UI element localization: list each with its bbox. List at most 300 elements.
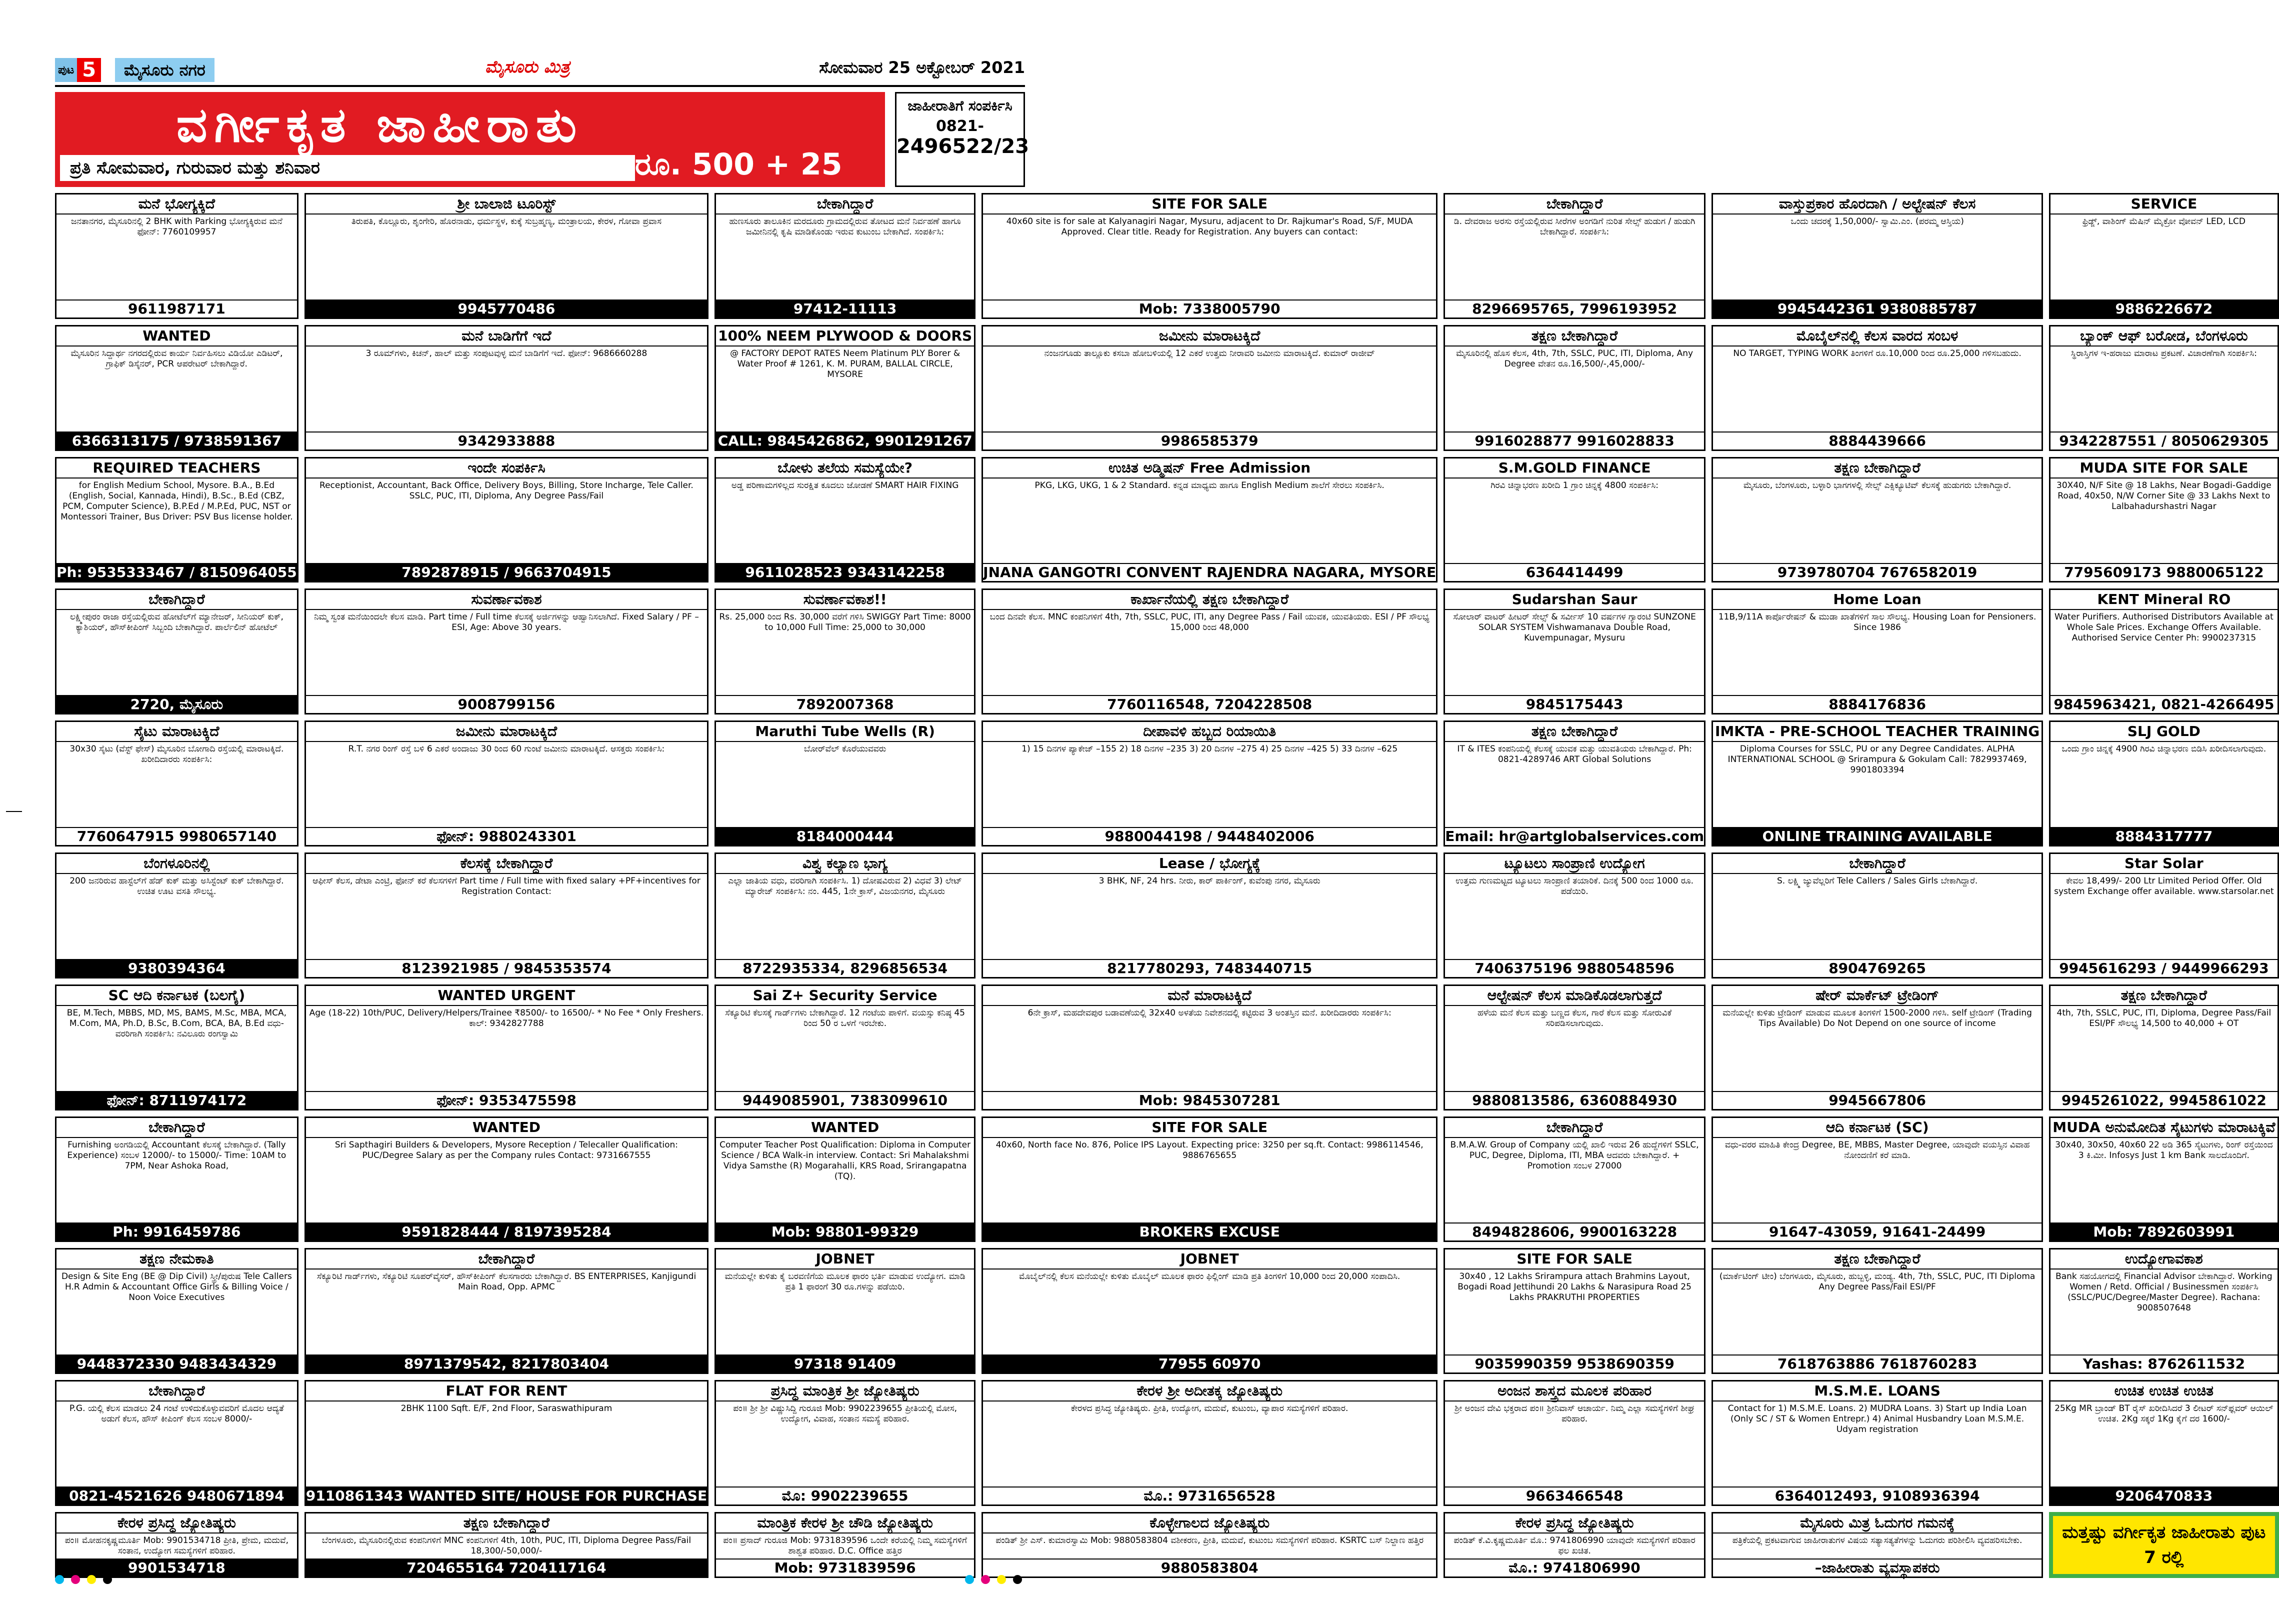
ad-body: ಕೇವಲ 18,499/- 200 Ltr Limited Period Offer. Old system Exchange offer available. www.starsolar.net	[2054, 876, 2274, 896]
classified-ad	[55, 193, 298, 319]
ad-heading: FLAT FOR RENT	[306, 1382, 707, 1402]
ad-heading: ಸುವರ್ಣಾವಕಾಶ!!	[716, 590, 974, 610]
classified-ad	[2049, 852, 2278, 978]
classified-ad	[982, 852, 1438, 978]
contact-number: 2496522/23	[896, 135, 1030, 158]
ad-contact-number: Ph: 9916459786	[56, 1222, 297, 1240]
classified-ad	[1712, 852, 2043, 978]
ad-heading: MUDA SITE FOR SALE	[2050, 458, 2277, 478]
ad-contact-number: 7406375196 9880548596	[1445, 959, 1704, 977]
ad-body: ಸೆಕ್ಯೂರಿಟಿ ಕೆಲಸಕ್ಕೆ ಗಾರ್ಡ್‌ಗಳು ಬೇಕಾಗಿದ್ದಾರೆ. 12 ಗಂಟೆಯ ಪಾಳಿಗೆ. ವಯಸ್ಸು ಕನಿಷ್ಠ 45 ರಿಂದ 50 ರ ಒಳಗೆ ಇರಬೇಕು.	[725, 1008, 965, 1028]
ad-heading: REQUIRED TEACHERS	[56, 458, 297, 478]
ad-body: ಫ್ರಿಡ್ಜ್, ವಾಶಿಂಗ್ ಮೆಷಿನ್ ಮೈಕ್ರೋ ವೋವನ್ LED, LCD	[2082, 216, 2246, 226]
classified-ad	[1444, 1380, 1706, 1506]
ad-body: 30x40, 30x50, 40x60 22 ಅಡಿ 365 ಸೈಟುಗಳು, ರಿಂಗ್ ರಸ್ತೆಯಿಂದ 3 ಕಿ.ಮೀ. Infosys Just 1 km Bank ಸಾಲದೊಂದಿಗೆ.	[2055, 1140, 2273, 1160]
ad-heading: SERVICE	[2050, 194, 2277, 214]
ad-heading: ಬ್ಯಾಂಕ್ ಆಫ್ ಬರೋಡ, ಬೆಂಗಳೂರು	[2050, 326, 2277, 346]
ad-body: ಸೆಕ್ಯೂರಿಟಿ ಗಾರ್ಡ್‌ಗಳು, ಸೆಕ್ಯೂರಿಟಿ ಸೂಪರ್‌ವೈಸರ್, ಹೌಸ್‌ಕೀಪಿಂಗ್ ಕೆಲಸಗಾರರು ಬೇಕಾಗಿದ್ದಾರೆ. BS ENTERPRISES, Kanjigundi Main Road, Opp. APMC	[316, 1272, 696, 1292]
ad-body: 40x60, North face No. 876, Police IPS Layout. Expecting price: 3250 per sq.ft. Contact: 9986114546, 9886765655	[996, 1140, 1424, 1160]
ad-body: S. ಲಕ್ಷ್ಮಿ ಜ್ಯುವೆಲ್ಲರಿಗೆ Tele Callers / Sales Girls ಬೇಕಾಗಿದ್ದಾರೆ.	[1776, 876, 1978, 886]
ad-heading: ಬೇಕಾಗಿದ್ದಾರೆ	[56, 1118, 297, 1138]
ad-contact-number: 8904769265	[1713, 959, 2042, 977]
ad-body: for English Medium School, Mysore. B.A., B.Ed (English, Social, Kannada, Hindi), B.Sc., B.Ed (CBZ, PCM, Computer Science), B.P.Ed / M.P.Ed, PUC, NST or Montessori Trainer, Bus Driver: PSV Bus license holder.	[60, 480, 293, 522]
ad-heading: ಬೇಕಾಗಿದ್ದಾರೆ	[56, 1382, 297, 1402]
ad-contact-number: 9342287551 / 8050629305	[2050, 432, 2277, 450]
ad-contact-number: 8722935334, 8296856534	[716, 959, 974, 977]
classified-ad	[2049, 193, 2278, 319]
ad-heading: ಜಮೀನು ಮಾರಾಟಕ್ಕಿದೆ	[306, 722, 707, 742]
classified-ad	[982, 588, 1438, 714]
ad-contact-number: 9739780704 7676582019	[1713, 563, 2042, 581]
black-dot	[1013, 1575, 1022, 1584]
ad-heading: ತಕ್ಷಣ ಬೇಕಾಗಿದ್ದಾರೆ	[2050, 986, 2277, 1006]
ad-contact-number: 9901534718	[56, 1558, 297, 1576]
ad-heading: ಬೇಕಾಗಿದ್ದಾರೆ	[56, 590, 297, 610]
ad-contact-number: Yashas: 8762611532	[2050, 1354, 2277, 1372]
ad-body: ಜನತಾನಗರ, ಮೈಸೂರಿನಲ್ಲಿ 2 BHK with Parking ಭೋಗ್ಯಕ್ಕಿರುವ ಮನೆ ಫೋನ್: 7760109957	[70, 216, 282, 237]
ad-contact-number: 7892878915 / 9663704915	[306, 563, 707, 581]
ad-contact-number: 8217780293, 7483440715	[983, 959, 1436, 977]
ad-contact-number: 9380394364	[56, 959, 297, 977]
classified-ad	[304, 1248, 708, 1374]
ad-contact-number: 77955 60970	[983, 1354, 1436, 1372]
ad-heading: ಬೇಕಾಗಿದ್ದಾರೆ	[1445, 194, 1704, 214]
ad-contact-number: BROKERS EXCUSE	[983, 1222, 1436, 1240]
ad-body: 6ನೇ ಕ್ರಾಸ್, ಮಹದೇವಪುರ ಬಡಾವಣೆಯಲ್ಲಿ 32x40 ಅಳತೆಯ ನಿವೇಶನದಲ್ಲಿ ಕಟ್ಟಿರುವ 3 ಅಂತಸ್ತಿನ ಮನೆ. ಖರೀದಿದಾರರು ಸಂಪರ್ಕಿಸಿ:	[1028, 1008, 1392, 1018]
contact-label: ಜಾಹೀರಾತಿಗೆ ಸಂಪರ್ಕಿಸಿ	[908, 98, 1012, 114]
ad-body: NO TARGET, TYPING WORK ತಿಂಗಳಿಗೆ ರೂ.10,000 ರಿಂದ ರೂ.25,000 ಗಳಿಸಬಹುದು.	[1733, 348, 2022, 358]
ad-body: Bank ಸಹಯೋಗದಲ್ಲಿ Financial Advisor ಬೇಕಾಗಿದ್ದಾರೆ. Working Women / Retd. Official / Businessmen ಸಂಪರ್ಕಿಸಿ (SSLC/PUC/Degree/Master Degree). Rachana: 9008507648	[2056, 1272, 2272, 1314]
classified-ad	[55, 984, 298, 1110]
ad-contact-number: 7795609173 9880065122	[2050, 563, 2277, 581]
ad-heading: ಕಾರ್ಖಾನೆಯಲ್ಲಿ ತಕ್ಷಣ ಬೇಕಾಗಿದ್ದಾರೆ	[983, 590, 1436, 610]
ad-contact-number: Mob: 9845307281	[983, 1091, 1436, 1109]
ad-body: ಸ್ಥಿರಾಸ್ತಿಗಳ ಇ-ಹರಾಜು ಮಾರಾಟ ಪ್ರಕಟಣೆ. ವಿಚಾರಣೆಗಾಗಿ ಸಂಪರ್ಕಿಸಿ:	[2070, 348, 2258, 358]
classified-ad	[982, 720, 1438, 846]
ad-contact-number: Ph: 9535333467 / 8150964055	[56, 564, 297, 581]
classified-ad	[714, 193, 976, 319]
ad-contact-number: 9880813586, 6360884930	[1445, 1091, 1704, 1109]
classified-ad	[2049, 984, 2278, 1110]
color-registration-dots-right	[965, 1575, 1022, 1584]
classified-ad	[2049, 1116, 2278, 1242]
classified-ad	[1444, 984, 1706, 1110]
ad-heading: M.S.M.E. LOANS	[1713, 1382, 2042, 1402]
ad-heading: S.M.GOLD FINANCE	[1445, 458, 1704, 478]
ad-heading: SITE FOR SALE	[1445, 1250, 1704, 1270]
ad-contact-number: Mob: 7338005790	[983, 300, 1436, 318]
classified-ad	[982, 1248, 1438, 1374]
ad-contact-number: ಫೋನ್: 9353475598	[306, 1091, 707, 1109]
ad-body: ಮೈಸೂರು, ಬೆಂಗಳೂರು, ಬಳ್ಳಾರಿ ಭಾಗಗಳಲ್ಲಿ ಸೇಲ್ಸ್ ಎಕ್ಸಿಕ್ಯೂಟಿವ್ ಕೆಲಸಕ್ಕೆ ಹುಡುಗರು ಬೇಕಾಗಿದ್ದಾರೆ.	[1743, 480, 2012, 490]
ad-body: Contact for 1) M.S.M.E. Loans. 2) MUDRA Loans. 3) Start up India Loan (Only SC / ST & Women Entrepr.) 4) Animal Husbandry Loan M.S.M.E. Udyam registration	[1728, 1404, 2027, 1435]
ad-body: 3 ರೂಮ್‌ಗಳು, ಕಿಚನ್, ಹಾಲ್ ಮತ್ತು ಸಂಪುಟವುಳ್ಳ ಮನೆ ಬಾಡಿಗೆಗೆ ಇದೆ. ಫೋನ್: 9686660288	[366, 348, 648, 358]
page-number-badge	[55, 58, 101, 82]
ad-body: R.T. ನಗರ ರಿಂಗ್ ರಸ್ತೆ ಬಳಿ 6 ಎಕರೆ ಅಂದಾಜು 30 ರಿಂದ 60 ಗುಂಟೆ ಜಮೀನು ಮಾರಾಟಕ್ಕಿದೆ. ಆಸಕ್ತರು ಸಂಪರ್ಕಿಸಿ:	[348, 744, 665, 754]
ad-body: ಮೊಬೈಲ್‌ನಲ್ಲಿ ಕೆಲಸ ಮನೆಯಲ್ಲೇ ಕುಳಿತು ಮೊಬೈಲ್ ಮೂಲಕ ಫಾರಂ ಫಿಲ್ಲಿಂಗ್ ಮಾಡಿ ಪ್ರತಿ ತಿಂಗಳಿಗೆ 10,000 ರಿಂದ 20,000 ಸಂಪಾದಿಸಿ.	[1019, 1272, 1400, 1282]
classified-ad	[714, 852, 976, 978]
ad-body: P.G. ಯಲ್ಲಿ ಕೆಲಸ ಮಾಡಲು 24 ಗಂಟೆ ಉಳಿದುಕೊಳ್ಳುವವರಿಗೆ ಮೊದಲ ಆದ್ಯತೆ ಅಡುಗೆ ಕೆಲಸ, ಹೌಸ್ ಕೀಪಿಂಗ್ ಕೆಲಸ ಸಂಬಳ 8000/-	[69, 1404, 284, 1424]
classified-ad	[1712, 1512, 2043, 1578]
ad-heading: ದೀಪಾವಳಿ ಹಬ್ಬದ ರಿಯಾಯಿತಿ	[983, 722, 1436, 742]
ad-contact-number: Mob: 7892603991	[2050, 1222, 2277, 1240]
ad-contact-number: 91647-43059, 91641-24499	[1713, 1222, 2042, 1240]
ad-heading: ಕೇರಳ ಪ್ರಸಿದ್ಧ ಜ್ಯೋತಿಷ್ಯರು	[56, 1514, 297, 1534]
classified-ad	[982, 193, 1438, 319]
ad-price: ರೂ. 500 + 25	[635, 147, 842, 182]
classified-ad	[1712, 1116, 2043, 1242]
ad-contact-number: JNANA GANGOTRI CONVENT RAJENDRA NAGARA, MYSORE	[983, 564, 1436, 581]
ad-heading: SITE FOR SALE	[983, 194, 1436, 214]
ad-contact-number: 97412-11113	[716, 300, 974, 318]
classified-ad	[1444, 852, 1706, 978]
ad-body: B.M.A.W. Group of Company ಯಲ್ಲಿ ಖಾಲಿ ಇರುವ 26 ಹುದ್ದೆಗಳಿಗೆ SSLC, PUC, Degree, Diploma, ITI, MBA ಆದವರು ಬೇಕಾಗಿದ್ದಾರೆ. + Promotion ಸಂಬಳ 27000	[1450, 1140, 1699, 1171]
ad-body: 25Kg MR ಬ್ರಾಂಡ್ BT ರೈಸ್ ಖರೀದಿಸಿದರೆ 3 ಲೀಟರ್ ಸನ್‌ಫ್ಲವರ್ ಆಯಿಲ್ ಉಚಿತ. 2Kg ಸಕ್ಕರೆ 1Kg ಕೈಗೆ ದರ 1600/-	[2054, 1404, 2274, 1424]
page-title: ವರ್ಗೀಕೃತ ಜಾಹೀರಾತು	[176, 97, 584, 153]
ad-heading: ಉದ್ಯೋಗಾವಕಾಶ	[2050, 1250, 2277, 1270]
classified-ad	[714, 1512, 976, 1578]
ad-contact-number: 9916028877 9916028833	[1445, 432, 1704, 450]
page-label: ಪುಟ	[58, 64, 74, 76]
ad-heading: ಮನೆ ಮಾರಾಟಕ್ಕಿದೆ	[983, 986, 1436, 1006]
ad-body: ಶ್ರೀ ಅಂಜನ ದೇವಿ ಭಕ್ತರಾದ ಪಂ॥ ಶ್ರೀನಿವಾಸ್ ಆಚಾರ್ಯ. ನಿಮ್ಮ ಎಲ್ಲಾ ಸಮಸ್ಯೆಗಳಿಗೆ ಶೀಘ್ರ ಪರಿಹಾರ.	[1454, 1404, 1695, 1424]
classified-ad	[714, 588, 976, 714]
ad-heading: ಷೇರ್ ಮಾರ್ಕೆಟ್ ಟ್ರೇಡಿಂಗ್	[1713, 986, 2042, 1006]
registration-mark	[6, 811, 22, 812]
ad-heading: ವಾಸ್ತುಪ್ರಕಾರ ಹೊರದಾಗಿ / ಅಲ್ಟೇಷನ್ ಕೆಲಸ	[1713, 194, 2042, 214]
classified-ad	[1712, 588, 2043, 714]
ad-contact-number: 9035990359 9538690359	[1445, 1354, 1704, 1372]
ad-heading: ಇಂದೇ ಸಂಪರ್ಕಿಸಿ	[306, 458, 707, 478]
ad-contact-number: 8884439666	[1713, 432, 2042, 450]
ad-contact-number: 9591828444 / 8197395284	[306, 1222, 707, 1240]
classified-ad	[304, 325, 708, 451]
ad-body: ಮೈಸೂರಿನ ಸಿದ್ದಾರ್ಥ ನಗರದಲ್ಲಿರುವ ಕಾರ್ಯ ನಿರ್ವಹಿಸಲು ವಿಡಿಯೋ ಎಡಿಟರ್, ಗ್ರಾಫಿಕ್ ಡಿಸೈನರ್, PCR ಆಪರೇಟರ್ ಬೇಕಾಗಿದ್ದಾರೆ.	[70, 348, 283, 369]
classified-ad	[1444, 588, 1706, 714]
ad-heading: ಮಾಂತ್ರಿಕ ಕೇರಳ ಶ್ರೀ ಚೌಡಿ ಜ್ಯೋತಿಷ್ಯರು	[716, 1514, 974, 1534]
ad-contact-number: 9611987171	[56, 300, 297, 318]
classified-ad	[982, 984, 1438, 1110]
ad-contact-number: 9448372330 9483434329	[56, 1354, 297, 1372]
ad-heading: ಬೇಕಾಗಿದ್ದಾರೆ	[1713, 854, 2042, 874]
ad-heading: ಪ್ರಸಿದ್ಧ ಮಾಂತ್ರಿಕ ಶ್ರೀ ಜ್ಯೋತಿಷ್ಯರು	[716, 1382, 974, 1402]
ad-heading: Maruthi Tube Wells (R)	[716, 722, 974, 742]
ad-heading: ತಕ್ಷಣ ನೇಮಕಾತಿ	[56, 1250, 297, 1270]
ad-body: ಆಫೀಸ್ ಕೆಲಸ, ಡೇಟಾ ಎಂಟ್ರಿ, ಫೋನ್ ಕರೆ ಕೆಲಸಗಳಿಗೆ Part time / Full time with fixed salary +PF+incentives for Registration Contact:	[312, 876, 700, 896]
contact-box	[895, 92, 1030, 187]
ad-body: ಪಂ॥ ಮೋಹನಕೃಷ್ಣಮೂರ್ತಿ Mob: 9901534718 ಪ್ರೀತಿ, ಪ್ರೇಮ, ಮದುವೆ, ಸಂತಾನ, ಉದ್ಯೋಗ ಸಮಸ್ಯೆಗಳಿಗೆ ಪರಿಹಾರ.	[64, 1536, 289, 1556]
yellow-dot	[997, 1575, 1006, 1584]
ad-contact-number: 9945442361 9380885787	[1713, 300, 2042, 318]
ad-contact-number: 9206470833	[2050, 1486, 2277, 1504]
classified-ad	[1444, 1248, 1706, 1374]
ad-body: (ಮಾರ್ಕೆಟಿಂಗ್ ಟೀಂ) ಬೆಂಗಳೂರು, ಮೈಸೂರು, ಹುಬ್ಬಳ್ಳಿ, ಮಂಡ್ಯ. 4th, 7th, SSLC, PUC, ITI Diploma Any Degree Pass/Fail ESI/PF	[1719, 1272, 2036, 1292]
ad-heading: 100% NEEM PLYWOOD & DOORS	[716, 326, 974, 346]
classified-ad	[714, 720, 976, 846]
ad-contact-number: 9110861343 WANTED SITE/ HOUSE FOR PURCHASE	[306, 1488, 708, 1504]
ad-heading: ಮನೆ ಬಾಡಿಗೆಗೆ ಇದೆ	[306, 326, 707, 346]
ad-heading: ಉಚಿತ ಅಡ್ಮಿಷನ್ Free Admission	[983, 458, 1436, 478]
classified-ad	[55, 852, 298, 978]
cyan-dot	[55, 1575, 64, 1584]
ad-body: Rs. 25,000 ರಿಂದ Rs. 30,000 ವರೆಗೆ ಗಳಿಸಿ SWIGGY Part Time: 8000 to 10,000 Full Time: 25,000 to 30,000	[719, 612, 971, 633]
ad-body: ಉತ್ತಮ ಗುಣಮಟ್ಟದ ಟ್ಯೂಟಲು ಸಾಂಪ್ರಾಣಿ ತಯಾರಿಕೆ. ದಿನಕ್ಕೆ 500 ರಿಂದ 1000 ರೂ. ಪಡೆಯಿರಿ.	[1456, 876, 1694, 896]
ad-heading: SITE FOR SALE	[983, 1118, 1436, 1138]
ad-contact-number: CALL: 9845426862, 9901291267	[716, 432, 974, 450]
ad-contact-number: 8884317777	[2050, 827, 2277, 845]
ad-contact-number: 6364012493, 9108936394	[1713, 1486, 2042, 1504]
ad-body: Sri Sapthagiri Builders & Developers, Mysore Reception / Telecaller Qualification: PUC/Degree Salary as per the Company rules Contact: 9731667555	[334, 1140, 678, 1160]
ad-body: IT & ITES ಕಂಪನಿಯಲ್ಲಿ ಕೆಲಸಕ್ಕೆ ಯುವಕ ಮತ್ತು ಯುವತಿಯರು ಬೇಕಾಗಿದ್ದಾರೆ. Ph: 0821-4289746 ART Global Solutions	[1457, 744, 1692, 765]
ad-heading: ಅಂಜನ ಶಾಸ್ತ್ರದ ಮೂಲಕ ಪರಿಹಾರ	[1445, 1382, 1704, 1402]
ad-heading: ಮೈಸೂರು ಮಿತ್ರ ಓದುಗರ ಗಮನಕ್ಕೆ	[1713, 1514, 2042, 1534]
ad-contact-number: 6364414499	[1445, 563, 1704, 581]
ad-heading: ಟ್ಯೂಟಲು ಸಾಂಪ್ರಾಣಿ ಉದ್ಯೋಗ	[1445, 854, 1704, 874]
ad-heading: ತಕ್ಷಣ ಬೇಕಾಗಿದ್ದಾರೆ	[1713, 458, 2042, 478]
ad-body: Computer Teacher Post Qualification: Diploma in Computer Science / BCA Walk-in interview. Contact: Sri Mahalakshmi Vidya Samsthe (R) Mogarahalli, KRS Road, Srirangapatna (TQ).	[720, 1140, 971, 1182]
ad-contact-number: Mob: 98801-99329	[716, 1222, 974, 1240]
ad-heading: JOBNET	[716, 1250, 974, 1270]
yellow-dot	[87, 1575, 96, 1584]
ad-heading: ಆದಿ ಕರ್ನಾಟಕ (SC)	[1713, 1118, 2042, 1138]
ad-contact-number: 9845175443	[1445, 695, 1704, 713]
ad-heading: ತಕ್ಷಣ ಬೇಕಾಗಿದ್ದಾರೆ	[1713, 1250, 2042, 1270]
ad-body: 11B,9/11A ಕಾರ್ಪೊರೇಷನ್ & ಮುಡಾ ಖಾತೆಗಳಿಗೆ ಸಾಲ ಸೌಲಭ್ಯ. Housing Loan for Pensioners. Since 1986	[1718, 612, 2036, 633]
ad-heading: ಸುವರ್ಣಾವಕಾಶ	[306, 590, 707, 610]
magenta-dot	[71, 1575, 80, 1584]
classified-ad	[304, 984, 708, 1110]
ad-body: Water Purifiers. Authorised Distributors Available at Whole Sale Prices. Exchange Offers Available. Authorised Service Center Ph: 9900237315	[2054, 612, 2274, 644]
classified-ad	[1712, 193, 2043, 319]
ad-contact-number: 0821-4521626 9480671894	[56, 1486, 297, 1504]
ad-heading: ತಕ್ಷಣ ಬೇಕಾಗಿದ್ದಾರೆ	[1445, 326, 1704, 346]
ad-contact-number: 9880044198 / 9448402006	[983, 827, 1436, 845]
ad-body: ಮತ್ತಷ್ಟು ವರ್ಗೀಕೃತ ಜಾಹೀರಾತು ಪುಟ 7 ರಲ್ಲಿ	[2062, 1522, 2266, 1568]
magenta-dot	[981, 1575, 990, 1584]
ad-body: 2BHK 1100 Sqft. E/F, 2nd Floor, Saraswathipuram	[400, 1404, 612, 1414]
classified-ad	[2049, 1380, 2278, 1506]
classifieds-masthead	[55, 92, 885, 187]
classified-ad	[2049, 325, 2278, 451]
publication-days: ಪ್ರತಿ ಸೋಮವಾರ, ಗುರುವಾರ ಮತ್ತು ಶನಿವಾರ	[60, 155, 635, 181]
classified-ad	[55, 588, 298, 714]
classified-ad	[714, 1380, 976, 1506]
classified-ad	[55, 1248, 298, 1374]
classified-ad	[304, 852, 708, 978]
ad-contact-number: 9845963421, 0821-4266495	[2050, 695, 2277, 713]
ad-contact-number: 8184000444	[716, 827, 974, 845]
classified-ad	[714, 1116, 976, 1242]
ad-contact-number: ಫೋನ್: 8711974172	[56, 1091, 297, 1109]
ad-contact-number: 8494828606, 9900163228	[1445, 1222, 1704, 1240]
classified-ad	[982, 457, 1438, 583]
ad-body: ಸೋಲಾರ್ ವಾಟರ್ ಹೀಟರ್ ಸೇಲ್ಸ್ & ಸರ್ವೀಸ್ 10 ವರ್ಷಗಳ ಗ್ಯಾರಂಟಿ SUNZONE SOLAR SYSTEM Vishwamanava Double Road, Kuvempunagar, Mysuru	[1453, 612, 1696, 644]
classified-ad	[55, 720, 298, 846]
ad-contact-number: 9945667806	[1713, 1091, 2042, 1109]
ad-body: ಅಡ್ಡ ಪರಿಣಾಮಗಳಿಲ್ಲದ ಸುರಕ್ಷಿತ ಕೂದಲು ಜೋಡಣೆ SMART HAIR FIXING	[731, 480, 959, 490]
ad-heading: ತಕ್ಷಣ ಬೇಕಾಗಿದ್ದಾರೆ	[306, 1514, 707, 1534]
ad-body: ಗಿರವಿ ಚಿನ್ನಾಭರಣ ಖರೀದಿ 1 ಗ್ರಾಂ ಚಿನ್ನಕ್ಕೆ 4800 ಸಂಪರ್ಕಿಸಿ:	[1490, 480, 1659, 490]
ad-contact-number: 9342933888	[306, 432, 707, 450]
ad-body: 3 BHK, NF, 24 hrs. ನೀರು, ಕಾರ್ ಪಾರ್ಕಿಂಗ್, ಕುವೆಂಪು ನಗರ, ಮೈಸೂರು	[1098, 876, 1320, 886]
ad-heading: Lease / ಭೋಗ್ಯಕ್ಕೆ	[983, 854, 1436, 874]
classified-ad	[304, 1116, 708, 1242]
ad-body: 40x60 site is for sale at Kalyanagiri Nagar, Mysuru, adjacent to Dr. Rajkumar's Road, S/F, MUDA Approved. Clear title. Ready for Registration. Any buyers can contact:	[1006, 216, 1413, 237]
ad-body: ಎಲ್ಲಾ ಜಾತಿಯ ವಧು, ವರರಿಗಾಗಿ ಸಂಪರ್ಕಿಸಿ. 1) ದೋಷವಿರುವ 2) ವಿಧವೆ 3) ಲೇಟ್ ಮ್ಯಾರೇಜ್ ಸಂಪರ್ಕಿಸಿ: ನಂ. 445, 1ನೇ ಕ್ರಾಸ್, ವಿಜಯನಗರ, ಮೈಸೂರು	[728, 876, 962, 896]
ad-contact-number: 9945770486	[306, 300, 707, 318]
classified-ad	[1444, 325, 1706, 451]
ad-body: 30x40 , 12 Lakhs Srirampura attach Brahmins Layout, Bogadi Road Jettihundi 20 Lakhs & Narasipura Road 25 Lakhs PRAKRUTHI PROPERTIES	[1458, 1272, 1692, 1303]
ad-contact-number: 7892007368	[716, 695, 974, 713]
ad-contact-number: ಫೋನ್: 9880243301	[306, 827, 707, 845]
ad-body: 4th, 7th, SSLC, PUC, ITI, Diploma, Degree Pass/Fail ESI/PF ಸೌಲಭ್ಯ 14,500 to 40,000 + OT	[2056, 1008, 2272, 1028]
page-header-bar	[55, 55, 1025, 87]
newspaper-page	[55, 55, 2276, 1595]
page-number: 5	[77, 58, 101, 82]
classified-ad	[304, 193, 708, 319]
ad-heading: ಬೇಕಾಗಿದ್ದಾರೆ	[1445, 1118, 1704, 1138]
classified-ad	[982, 1116, 1438, 1242]
classified-ad	[55, 325, 298, 451]
ad-heading: ಕೊಳ್ಳೇಗಾಲದ ಜ್ಯೋತಿಷ್ಯರು	[983, 1514, 1436, 1534]
ad-heading: WANTED	[56, 326, 297, 346]
classified-ad	[1712, 325, 2043, 451]
classified-ad	[2049, 1248, 2278, 1374]
ad-contact-number: 8296695765, 7996193952	[1445, 300, 1704, 318]
classified-ad	[982, 325, 1438, 451]
ad-heading: ತಕ್ಷಣ ಬೇಕಾಗಿದ್ದಾರೆ	[1445, 722, 1704, 742]
classified-ad	[1444, 720, 1706, 846]
ad-heading: SLJ GOLD	[2050, 722, 2277, 742]
ad-heading: JOBNET	[983, 1250, 1436, 1270]
ad-heading: SC ಆದಿ ಕರ್ನಾಟಕ (ಬಲಗೈ)	[56, 986, 297, 1006]
ad-heading: WANTED	[716, 1118, 974, 1138]
ad-body: ಪತ್ರಿಕೆಯಲ್ಲಿ ಪ್ರಕಟವಾಗುವ ಜಾಹೀರಾತುಗಳ ವಿಷಯ ಸತ್ಯಾಸತ್ಯತೆಗಳನ್ನು ಓದುಗರು ಪರಿಶೀಲಿಸಿ ವ್ಯವಹರಿಸಬೇಕು.	[1732, 1536, 2022, 1546]
ad-heading: ಸೈಟು ಮಾರಾಟಕ್ಕಿದೆ	[56, 722, 297, 742]
classified-ad	[1712, 1380, 2043, 1506]
ad-heading: ಮೊಬೈಲ್‌ನಲ್ಲಿ ಕೆಲಸ ವಾರದ ಸಂಬಳ	[1713, 326, 2042, 346]
classified-ad	[2049, 1512, 2278, 1578]
ad-body: 1) 15 ದಿನಗಳ ಪ್ಯಾಕೇಜ್ –155 2) 18 ದಿನಗಳ –235 3) 20 ದಿನಗಳ –275 4) 25 ದಿನಗಳ –425 5) 33 ದಿನಗಳ –625	[1022, 744, 1398, 754]
ad-contact-number: 9886226672	[2050, 300, 2277, 318]
ad-body: ಬೆಂಗಳೂರು, ಮೈಸೂರಿನಲ್ಲಿರುವ ಕಂಪನಿಗಳಿಗೆ MNC ಕಂಪನಿಗಳಿಗೆ 4th, 10th, PUC, ITI, Diploma Degree Pass/Fail 18,300/-50,000/-	[322, 1536, 692, 1556]
ad-heading: ಬೆಂಗಳೂರಿನಲ್ಲಿ	[56, 854, 297, 874]
ad-body: ಪಂಡಿತ್ ಕೆ.ವಿ.ಕೃಷ್ಣಮೂರ್ತಿ ಮೊ.: 9741806990 ಯಾವುದೇ ಸಮಸ್ಯೆಗಳಿಗೆ ಪರಿಹಾರ ಫಲ ಖಚಿತ.	[1454, 1536, 1696, 1556]
ad-body: Furnishing ಅಂಗಡಿಯಲ್ಲಿ Accountant ಕೆಲಸಕ್ಕೆ ಬೇಕಾಗಿದ್ದಾರೆ. (Tally Experience) ಸಂಬಳ 12000/- to 15000/- Time: 10AM to 7PM, Near Ashoka Road,	[67, 1140, 286, 1171]
classified-ad	[1712, 984, 2043, 1110]
ad-body: ತಿರುಪತಿ, ಕೊಲ್ಲೂರು, ಶೃಂಗೇರಿ, ಹೊರನಾಡು, ಧರ್ಮಸ್ಥಳ, ಕುಕ್ಕೆ ಸುಬ್ರಹ್ಮಣ್ಯ, ಮಂತ್ರಾಲಯ, ಕೇರಳ, ಗೋವಾ ಪ್ರವಾಸ	[351, 216, 662, 226]
classified-ad	[1712, 1248, 2043, 1374]
ad-contact-number: 9449085901, 7383099610	[716, 1091, 974, 1109]
ad-heading: IMKTA - PRE-SCHOOL TEACHER TRAINING	[1713, 722, 2042, 742]
ad-body: ನಿಮ್ಮ ಸ್ವಂತ ಮನೆಯಿಂದಲೇ ಕೆಲಸ ಮಾಡಿ. Part time / Full time ಕೆಲಸಕ್ಕೆ ಅರ್ಜಿಗಳನ್ನು ಆಹ್ವಾನಿಸಲಾಗಿದೆ. Fixed Salary / PF – ESI, Age: Above 30 years.	[314, 612, 699, 633]
ad-heading: WANTED	[306, 1118, 707, 1138]
ad-body: ನಂಜನಗೂಡು ತಾಲ್ಲೂಕು ಕಸಬಾ ಹೋಬಳಿಯಲ್ಲಿ 12 ಎಕರೆ ಉತ್ತಮ ನೀರಾವರಿ ಜಮೀನು ಮಾರಾಟಕ್ಕಿದೆ. ಕುಮಾರ್ ರಾಜೀವ್	[1044, 348, 1375, 358]
ad-heading: ಜಮೀನು ಮಾರಾಟಕ್ಕಿದೆ	[983, 326, 1436, 346]
ad-body: ಒಂದು ಚದರಕ್ಕೆ 1,50,000/- ಸ್ವಾಮಿ.ಎಂ. (ಪರಮ್ಮ ಆಸ್ತಿಯ)	[1790, 216, 1964, 226]
classified-ad	[982, 1512, 1438, 1578]
ad-heading: KENT Mineral RO	[2050, 590, 2277, 610]
ad-contact-number: ONLINE TRAINING AVAILABLE	[1713, 827, 2042, 845]
ad-body: Diploma Courses for SSLC, PU or any Degree Candidates. ALPHA INTERNATIONAL SCHOOL @ Srirampura & Gokulam Call: 7829937469, 9901803394	[1728, 744, 2027, 776]
newspaper-brand: ಮೈಸೂರು ಮಿತ್ರ	[485, 57, 570, 77]
classified-ad	[55, 1380, 298, 1506]
ad-body: 30X40, N/F Site @ 18 Lakhs, Near Bogadi-Gaddige Road, 40x50, N/W Corner Site @ 33 Lakhs Next to Lalbahadurshastri Nagar	[2056, 480, 2272, 512]
ad-body: ಲಕ್ಷ್ಮೀಪುರಂ ರಾಜಾ ರಸ್ತೆಯಲ್ಲಿರುವ ಹೋಟೆಲ್‌ಗೆ ಮ್ಯಾನೇಜರ್, ಸೀನಿಯರ್ ಕುಕ್, ಕ್ಯಾಶಿಯರ್, ಹೌಸ್‌ಕೀಪಿಂಗ್ ಸಿಬ್ಬಂದಿ ಬೇಕಾಗಿದ್ದಾರೆ. ಪಾರ್ಲೆಲಿನ್ ಹೋಟೆಲ್	[70, 612, 284, 633]
ad-contact-number: 7760116548, 7204228508	[983, 695, 1436, 713]
ad-body: 200 ಜನರಿರುವ ಹಾಸ್ಟೆಲ್‌ಗೆ ಹೆಡ್ ಕುಕ್ ಮತ್ತು ಅಸಿಸ್ಟೆಂಟ್ ಕುಕ್ ಬೇಕಾಗಿದ್ದಾರೆ. ಉಚಿತ ಊಟ ವಸತಿ ಸೌಲಭ್ಯ.	[70, 876, 284, 896]
classified-ad	[714, 457, 976, 583]
classified-ad	[714, 325, 976, 451]
section-name: ಮೈಸೂರು ನಗರ	[115, 58, 214, 82]
ad-heading: ಆಲ್ಟೇಷನ್ ಕೆಲಸ ಮಾಡಿಕೊಡಲಾಗುತ್ತದೆ	[1445, 986, 1704, 1006]
ad-contact-number: 9663466548	[1445, 1486, 1704, 1504]
ad-body: ಬೋರ್‌ವೆಲ್ ಕೊರೆಯುವವರು	[804, 744, 886, 754]
classified-ad	[1444, 193, 1706, 319]
classified-ad	[1712, 720, 2043, 846]
ad-body: ಡಿ. ದೇವರಾಜ ಅರಸು ರಸ್ತೆಯಲ್ಲಿರುವ ಸೀರೆಗಳ ಅಂಗಡಿಗೆ ನುರಿತ ಸೇಲ್ಸ್ ಹುಡುಗ / ಹುಡುಗಿ ಬೇಕಾಗಿದ್ದಾರೆ. ಸಂಪರ್ಕಿಸಿ:	[1454, 216, 1696, 237]
classified-ad	[2049, 720, 2278, 846]
classified-ad	[55, 457, 298, 583]
ad-contact-number: 9945616293 / 9449966293	[2050, 959, 2277, 977]
classified-ad	[55, 1116, 298, 1242]
ad-contact-number: 9986585379	[983, 432, 1436, 450]
ad-contact-number: 7760647915 9980657140	[56, 827, 297, 845]
ad-body: ಪಂ॥ ಪ್ರಸಾದ್ ಗುರೂಜಿ Mob: 9731839596 ಒಂದೇ ಕರೆಯಲ್ಲಿ ನಿಮ್ಮ ಸಮಸ್ಯೆಗಳಿಗೆ ಶಾಶ್ವತ ಪರಿಹಾರ. D.C. Office ಹತ್ತಿರ	[723, 1536, 967, 1556]
ad-heading: ಕೇರಳ ಪ್ರಸಿದ್ಧ ಜ್ಯೋತಿಷ್ಯರು	[1445, 1514, 1704, 1534]
classified-ad	[2049, 588, 2278, 714]
ad-body: ಒಂದು ಗ್ರಾಂ ಚಿನ್ನಕ್ಕೆ 4900 ಗಿರವಿ ಚಿನ್ನಾಭರಣ ಬಿಡಿಸಿ ಖರೀದಿಸಲಾಗುವುದು.	[2062, 744, 2266, 754]
ad-body: ಬಂದ ದಿನವೇ ಕೆಲಸ. MNC ಕಂಪನಿಗಳಿಗೆ 4th, 7th, SSLC, PUC, ITI, any Degree Pass / Fail ಯುವಕ, ಯುವತಿಯರು. ESI / PF ಸೌಲಭ್ಯ 15,000 ರಿಂದ 48,000	[990, 612, 1430, 633]
classified-ads-grid	[55, 193, 2276, 1578]
ad-body: Receptionist, Accountant, Back Office, Delivery Boys, Billing, Store Incharge, Tele Caller. SSLC, PUC, ITI, Diploma, Any Degree Pass/Fail	[320, 480, 694, 501]
ad-body: Design & Site Eng (BE @ Dip Civil) ಸ್ತ್ರೀ/ಪುರುಷ Tele Callers H.R Admin & Accountant Office Girls & Billing Voice / Noon Voice Executives	[61, 1272, 292, 1303]
ad-contact-number: –ಜಾಹೀರಾತು ವ್ಯವಸ್ಥಾಪಕರು	[1713, 1558, 2042, 1576]
ad-heading: Star Solar	[2050, 854, 2277, 874]
ad-contact-number: 7204655164 7204117164	[306, 1558, 707, 1576]
classified-ad	[714, 984, 976, 1110]
classified-ad	[304, 588, 708, 714]
ad-body: ಮನೆಯಲ್ಲೇ ಕುಳಿತು ಕೈ ಬರವಣಿಗೆಯ ಮೂಲಕ ಫಾರಂ ಭರ್ತಿ ಮಾಡುವ ಉದ್ಯೋಗ. ಮಾಡಿ ಪ್ರತಿ 1 ಫಾರಂಗೆ 30 ರೂ.ಗಳನ್ನು ಪಡೆಯಿರಿ.	[724, 1272, 966, 1292]
ad-contact-number: 9945261022, 9945861022	[2050, 1091, 2277, 1109]
ad-body: ಪಂ॥ ಶ್ರೀ ಶ್ರೀ ವಿಷ್ಣುಸಿದ್ದಿ ಗುರೂಜಿ Mob: 9902239655 ಪ್ರೀತಿಯಲ್ಲಿ ಮೋಸ, ಉದ್ಯೋಗ, ವಿವಾಹ, ಸಂತಾನ ಸಮಸ್ಯೆ ಪರಿಹಾರ.	[733, 1404, 958, 1424]
ad-heading: WANTED URGENT	[306, 986, 707, 1006]
color-registration-dots-left	[55, 1575, 112, 1584]
classified-ad	[714, 1248, 976, 1374]
classified-ad	[304, 1512, 708, 1578]
ad-heading: ವಿಶ್ವ ಕಲ್ಯಾಣ ಭಾಗ್ಯ	[716, 854, 974, 874]
ad-contact-number: ಮೊ.: 9741806990	[1445, 1558, 1704, 1576]
ad-contact-number: ಮೊ.: 9731656528	[983, 1486, 1436, 1504]
ad-heading: MUDA ಅನುಮೋದಿತ ಸೈಟುಗಳು ಮಾರಾಟಕ್ಕಿವೆ	[2050, 1118, 2277, 1138]
ad-body: ವಧು-ವರರ ಮಾಹಿತಿ ಕೇಂದ್ರ Degree, BE, MBBS, Master Degree, ಯಾವುದೇ ವಯಸ್ಸಿನ ವಿವಾಹ ನೋಂದಣಿಗೆ ಕರೆ ಮಾಡಿ.	[1724, 1140, 2030, 1160]
ad-contact-number: 9880583804	[983, 1558, 1436, 1576]
ad-contact-number: 9611028523 9343142258	[716, 563, 974, 581]
ad-heading: Home Loan	[1713, 590, 2042, 610]
ad-contact-number: 97318 91409	[716, 1354, 974, 1372]
ad-heading: ಕೇರಳ ಶ್ರೀ ಅದೀತಕ್ಕ ಜ್ಯೋತಿಷ್ಯರು	[983, 1382, 1436, 1402]
ad-body: Age (18-22) 10th/PUC, Delivery/Helpers/Trainee ₹8500/- to 16500/- * No Fee * Only Freshers. ಕಾಲ್: 9342827788	[309, 1008, 704, 1028]
cyan-dot	[965, 1575, 974, 1584]
ad-contact-number: ಮೊ: 9902239655	[716, 1486, 974, 1504]
ad-heading: ಕೆಲಸಕ್ಕೆ ಬೇಕಾಗಿದ್ದಾರೆ	[306, 854, 707, 874]
ad-contact-number: Mob: 9731839596	[716, 1558, 974, 1576]
classified-ad	[304, 1380, 708, 1506]
ad-heading: ಮನೆ ಭೋಗ್ಯಕ್ಕಿದೆ	[56, 194, 297, 214]
ad-body: ಪಂಡಿತ್ ಶ್ರೀ ಎಸ್. ಕುಮಾರಸ್ವಾಮಿ Mob: 9880583804 ವಶೀಕರಣ, ಪ್ರೀತಿ, ಮದುವೆ, ಕುಟುಂಬ ಸಮಸ್ಯೆಗಳಿಗೆ ಪರಿಹಾರ. KSRTC ಬಸ್ ನಿಲ್ದಾಣ ಹತ್ತಿರ	[996, 1536, 1424, 1546]
classified-ad	[1444, 1116, 1706, 1242]
classified-ad	[1444, 1512, 1706, 1578]
